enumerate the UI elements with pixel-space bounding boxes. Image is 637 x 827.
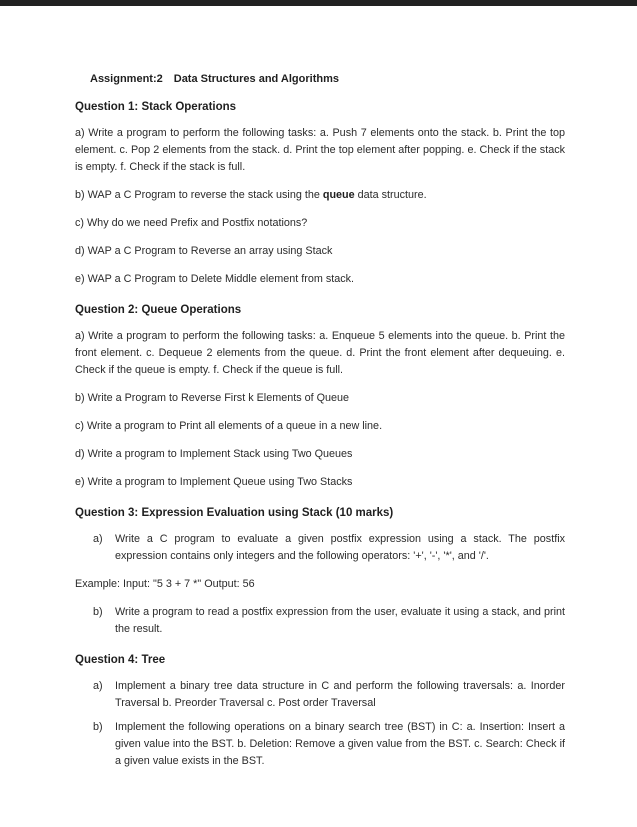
q4-list-item-b: [75, 719, 565, 770]
q3-item-a-marker: a): [93, 533, 103, 545]
section-question-3: [75, 507, 565, 638]
document-title: [90, 73, 565, 85]
q4-item-a-marker: a): [93, 680, 103, 692]
q4-item-b-text: Implement the following operations on a binary search tree (BST) in C: a. Insertion: Insert a given value into the BST. b. Deletion: Remove a given value from the BST. c. Search: Check if a given value exists in the BST.: [115, 721, 565, 767]
question-3-heading: Question 3: Expression Evaluation using Stack (10 marks): [75, 507, 394, 519]
section-question-1: [75, 101, 565, 288]
question-1-heading: Question 1: Stack Operations: [75, 101, 237, 113]
assignment-label: Assignment:2: [90, 73, 163, 85]
q2-paragraph-a: a) Write a program to perform the following tasks: a. Enqueue 5 elements into the queue. b. Print the front element. c. Dequeue 2 elements from the queue. d. Print the front element after dequeuing. e. Check if the queue is empty. f. Check if the queue is full.: [75, 330, 565, 376]
q1-paragraph-c: c) Why do we need Prefix and Postfix notations?: [75, 217, 308, 229]
q2-paragraph-c: c) Write a program to Print all elements of a queue in a new line.: [75, 420, 383, 432]
q3-list-item-b: [75, 604, 565, 638]
q3-example-line: Example: Input: "5 3 + 7 *" Output: 56: [75, 578, 255, 590]
section-question-2: [75, 304, 565, 491]
q4-item-b-marker: b): [93, 721, 103, 733]
question-4-heading: Question 4: Tree: [75, 654, 166, 666]
q1-paragraph-b: [75, 187, 565, 204]
q1-b-bold-word: queue: [322, 189, 355, 201]
q1-paragraph-d: d) WAP a C Program to Reverse an array using Stack: [75, 245, 333, 257]
q2-paragraph-b: b) Write a Program to Reverse First k Elements of Queue: [75, 392, 350, 404]
q4-list-item-a: [75, 678, 565, 712]
section-question-4: [75, 654, 565, 770]
q3-item-a-text: Write a C program to evaluate a given postfix expression using a stack. The postfix expression contains only integers and the following operators: '+', '-', '*', and '/'.: [115, 533, 565, 562]
q3-list-item-a: [75, 531, 565, 565]
q1-b-prefix: b) WAP a C Program to reverse the stack using the: [75, 189, 323, 201]
q4-item-a-text: Implement a binary tree data structure in C and perform the following traversals: a. Inorder Traversal b. Preorder Traversal c. Post order Traversal: [115, 680, 565, 709]
assignment-title: Data Structures and Algorithms: [173, 73, 339, 85]
q2-paragraph-d: d) Write a program to Implement Stack using Two Queues: [75, 448, 353, 460]
question-2-heading: Question 2: Queue Operations: [75, 304, 242, 316]
q2-paragraph-e: e) Write a program to Implement Queue using Two Stacks: [75, 476, 353, 488]
q1-paragraph-e: e) WAP a C Program to Delete Middle element from stack.: [75, 273, 355, 285]
q3-item-b-text: Write a program to read a postfix expression from the user, evaluate it using a stack, and print the result.: [115, 606, 565, 635]
q1-paragraph-a: a) Write a program to perform the following tasks: a. Push 7 elements onto the stack. b. Print the top element. c. Pop 2 elements from the stack. d. Print the top element after popping. e. Check if the stack is empty. f. Check if the stack is full.: [75, 127, 565, 173]
q3-item-b-marker: b): [93, 606, 103, 618]
q1-b-suffix: data structure.: [354, 189, 427, 201]
